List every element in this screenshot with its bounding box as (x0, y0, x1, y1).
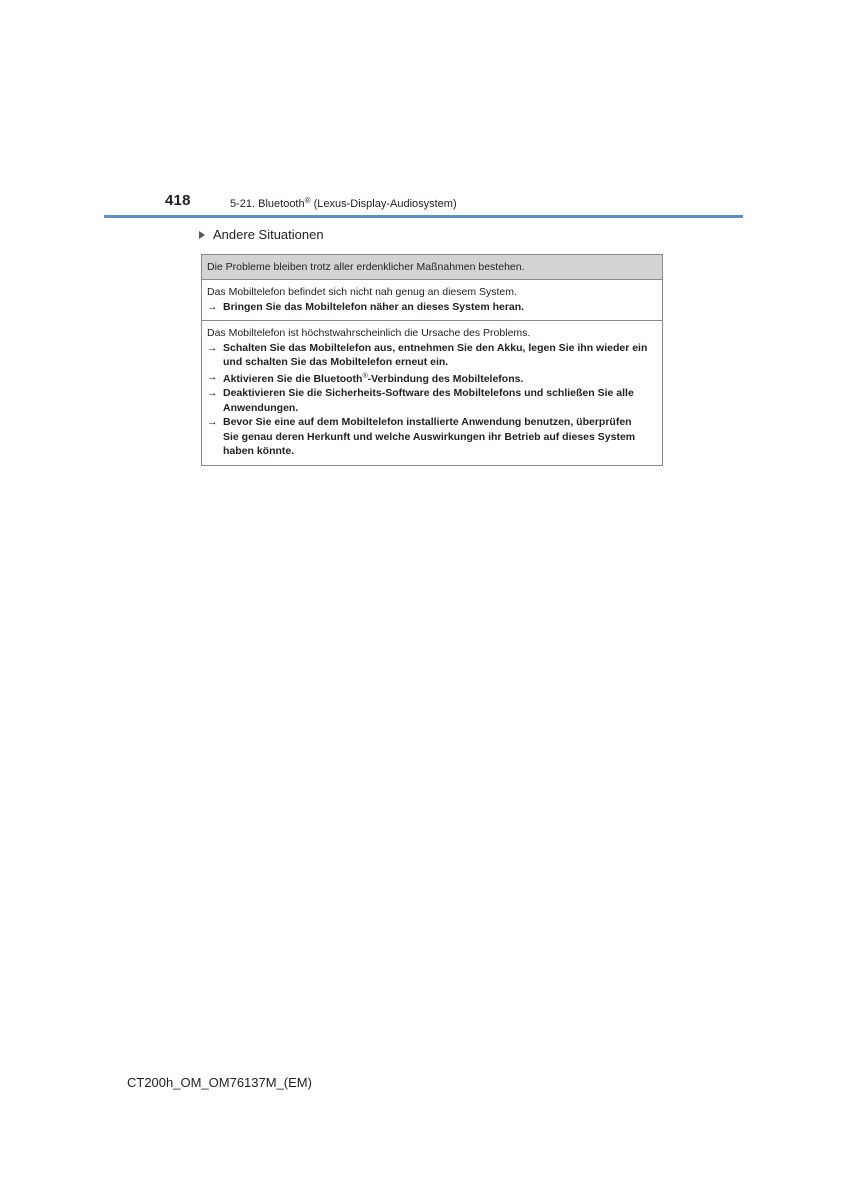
solution-text: und schalten Sie das Mobiltelefon erneut ein. (223, 356, 449, 368)
solution-item (207, 370, 657, 387)
arrow-icon: → (207, 370, 218, 383)
section-title-prefix: 5-21. Bluetooth (230, 198, 305, 210)
document-code: CT200h_OM_OM76137M_(EM) (127, 1075, 312, 1090)
solution-text: haben könnte. (223, 445, 295, 457)
subheading (199, 227, 324, 242)
solution-text: Bevor Sie eine auf dem Mobiltelefon installierte Anwendung benutzen, überprüfen (223, 416, 632, 428)
section-title-suffix: (Lexus-Display-Audiosystem) (310, 198, 457, 210)
subheading-text: Andere Situationen (213, 227, 324, 242)
solution-item (207, 386, 657, 415)
solution-text: Deaktivieren Sie die Sicherheits-Software des Mobiltelefons und schließen Sie alle (223, 387, 634, 399)
section-title (230, 196, 457, 210)
registered-mark: ® (362, 372, 368, 380)
arrow-icon: → (207, 416, 218, 428)
table-heading-row (202, 255, 662, 279)
table-row (202, 279, 662, 320)
cause-text: Das Mobiltelefon befindet sich nicht nah genug an diesem System. (207, 286, 517, 298)
arrow-icon: → (207, 300, 218, 313)
solution-text: Schalten Sie das Mobiltelefon aus, entnehmen Sie den Akku, legen Sie ihn wieder ein (223, 341, 648, 354)
solution-text: Anwendungen. (223, 401, 299, 414)
solution-item (207, 300, 657, 315)
triangle-bullet-icon (199, 231, 205, 239)
solution-text: Bringen Sie das Mobiltelefon näher an dieses System heran. (223, 300, 525, 313)
solution-item (207, 341, 657, 370)
arrow-icon: → (207, 387, 218, 399)
page-number: 418 (165, 192, 191, 209)
arrow-icon: → (207, 341, 218, 354)
header-rule (104, 215, 743, 218)
troubleshooting-table (201, 254, 663, 466)
solution-text: Sie genau deren Herkunft und welche Auswirkungen ihr Betrieb auf dieses System (223, 430, 636, 443)
solution-text-part: -Verbindung des Mobiltelefons. (367, 372, 524, 385)
page-header (0, 0, 848, 220)
solution-text-part: Aktivieren Sie die Bluetooth (223, 372, 363, 385)
solution-text (223, 370, 523, 387)
registered-mark: ® (304, 196, 311, 205)
table-row (202, 320, 662, 465)
cause-text: Das Mobiltelefon ist höchstwahrscheinlich die Ursache des Problems. (207, 327, 531, 339)
solution-item (207, 415, 657, 459)
table-heading: Die Probleme bleiben trotz aller erdenklicher Maßnahmen bestehen. (207, 261, 525, 273)
